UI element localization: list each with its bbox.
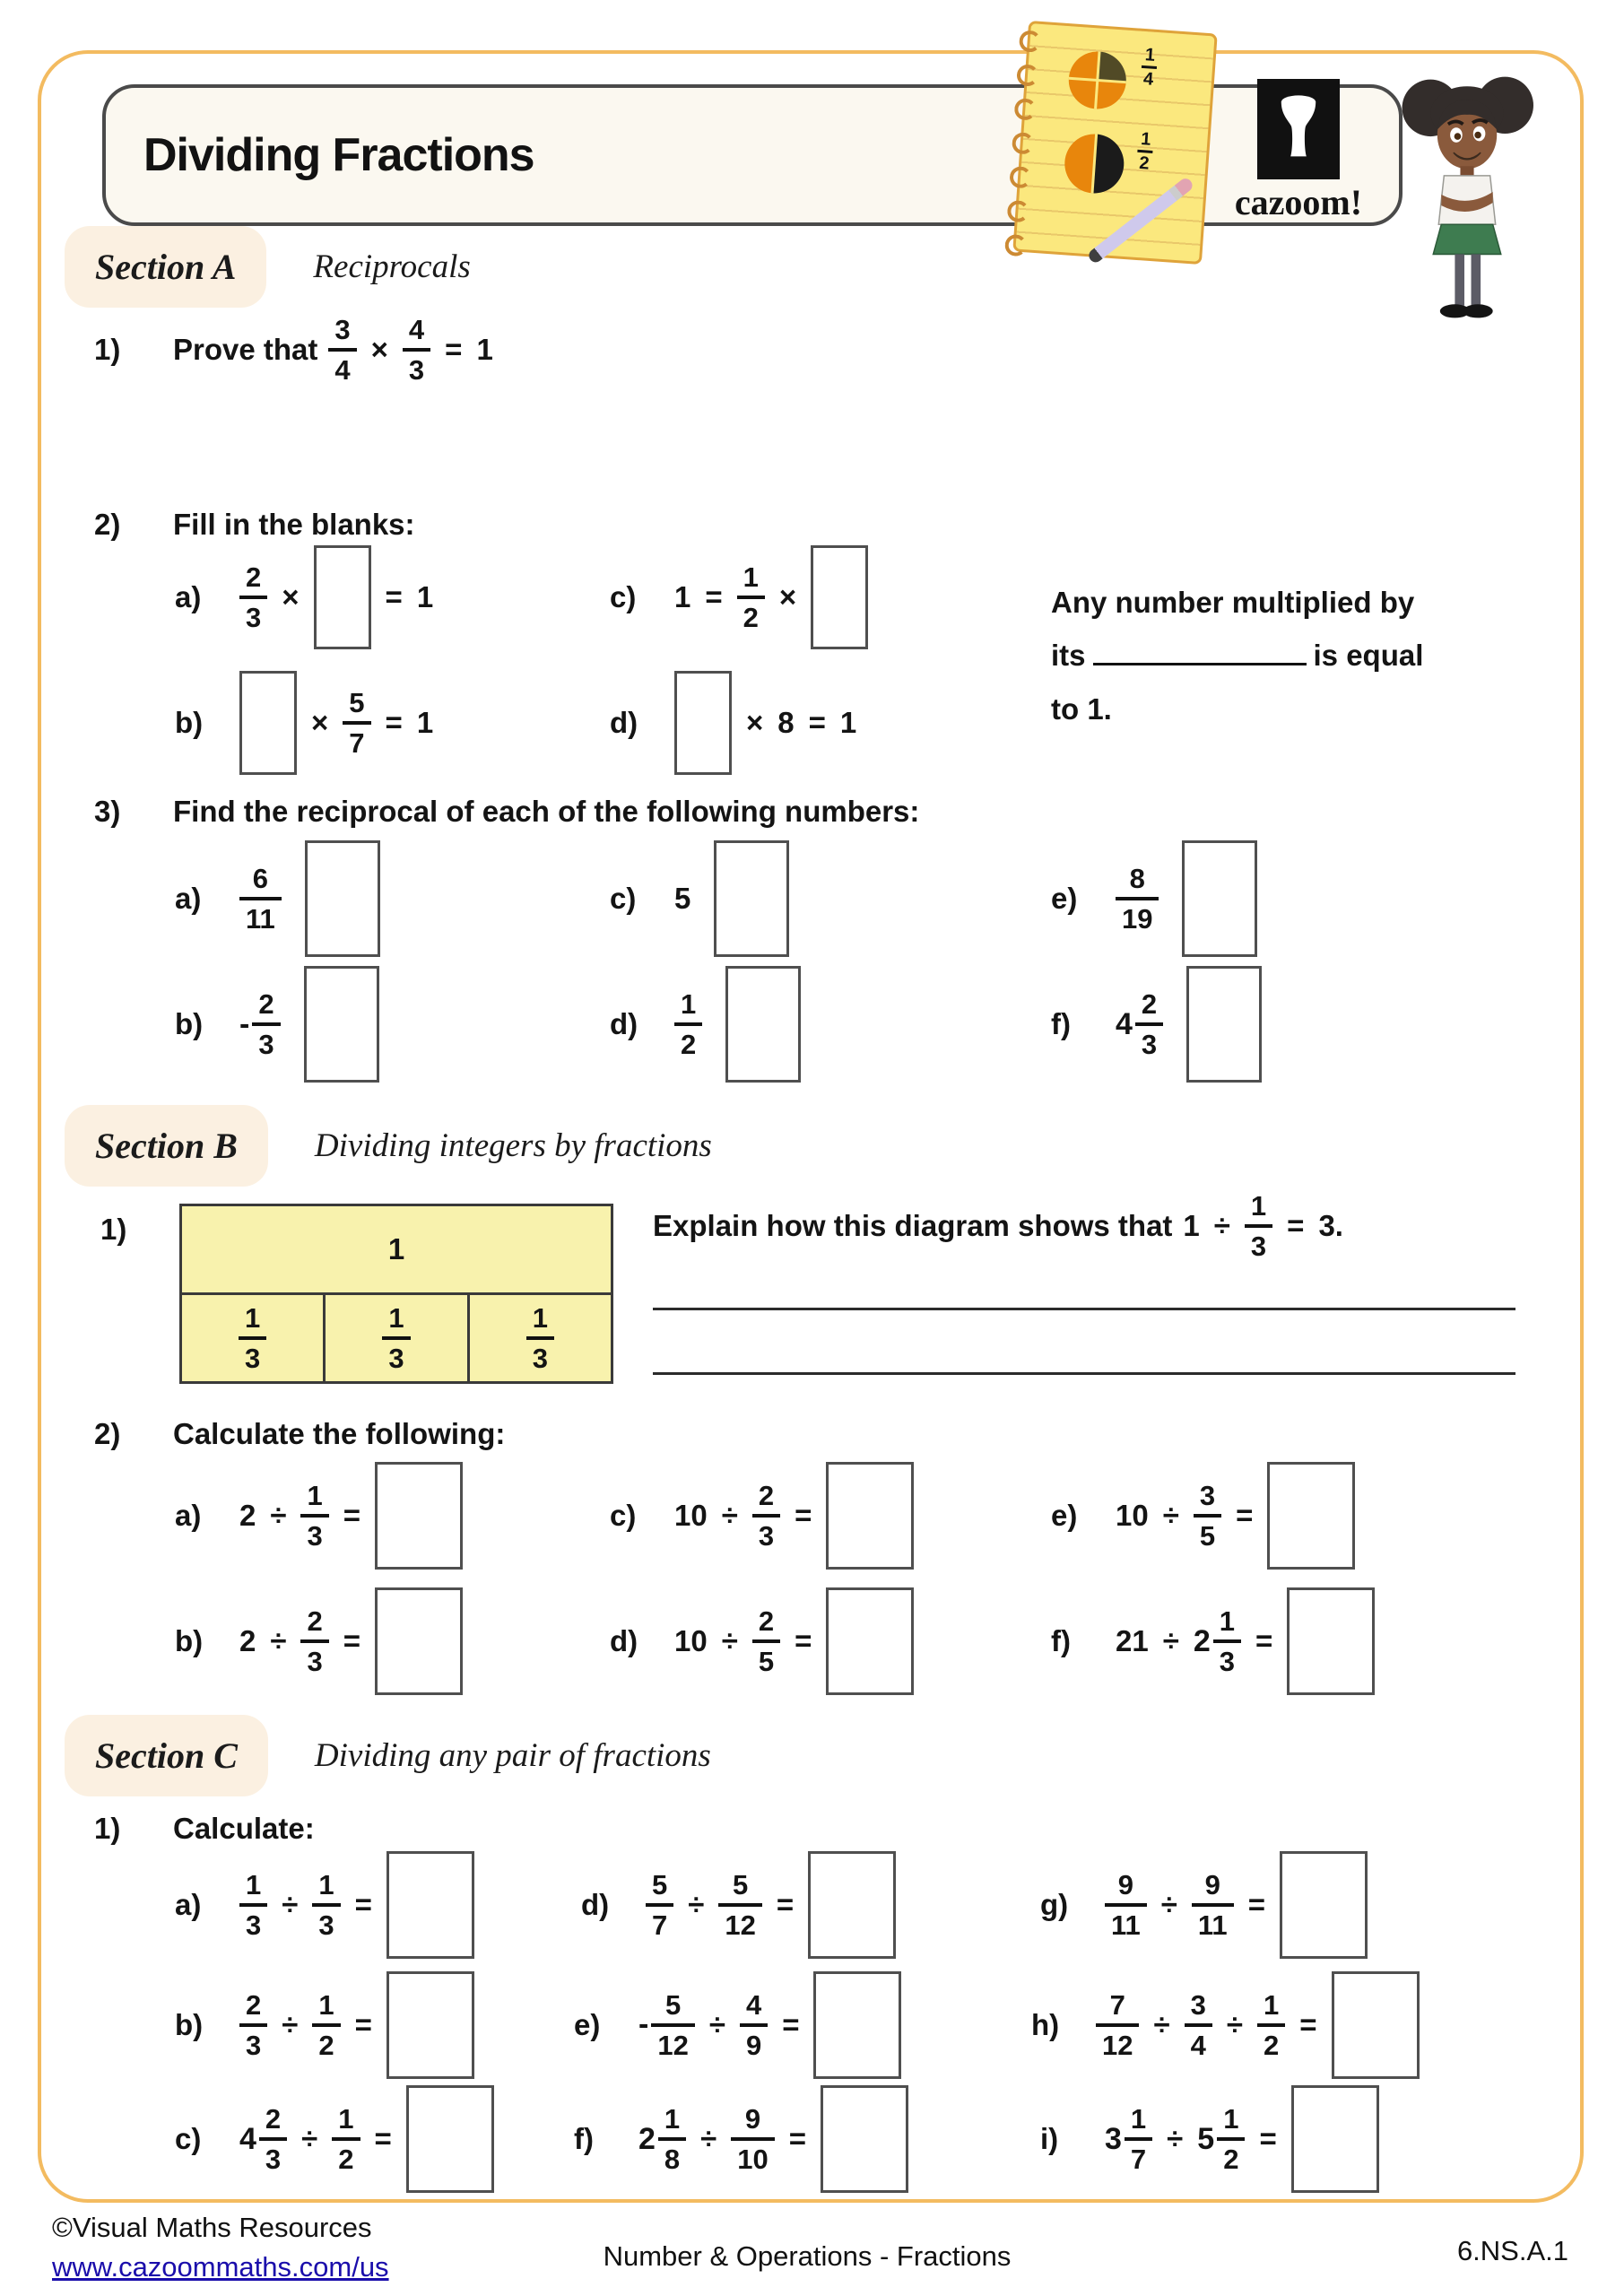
operator: ÷ (688, 1887, 705, 1921)
operator: ÷ (1167, 2122, 1184, 2155)
operator: = (445, 333, 463, 366)
operator: = (788, 2122, 807, 2155)
item-label: h) (1031, 2007, 1060, 2041)
whole-number: 3 (1105, 2121, 1122, 2156)
sectionA-q2-item-c (610, 538, 868, 657)
equation (239, 545, 433, 649)
equation (674, 840, 789, 957)
sectionA-q3-item-a (175, 836, 380, 961)
equation (646, 1851, 896, 1959)
fraction: $\frac{2}{3}$ (752, 1482, 780, 1550)
sectionC-q1-item-h (1031, 1964, 1420, 2085)
sectionB-q2-item-d (610, 1578, 914, 1704)
equation (1116, 1462, 1355, 1570)
operator: = (1247, 1887, 1265, 1921)
answer-box[interactable] (386, 1851, 474, 1959)
sectionB-q1-number (100, 1213, 179, 1247)
item-label: a) (175, 580, 202, 613)
cazoom-logo (1218, 79, 1379, 223)
operator: = (1236, 1499, 1254, 1532)
equation-text: 3. (1318, 1209, 1343, 1242)
fraction: $\frac{1}{3}$ (382, 1304, 410, 1372)
question-number: 1) (100, 1213, 127, 1246)
fraction: - $\frac{2}{3}$ (239, 990, 281, 1058)
operator: ÷ (1160, 1887, 1177, 1921)
operator: ÷ (1153, 2007, 1170, 2041)
sectionB-q2-item-e (1051, 1453, 1355, 1578)
answer-box[interactable] (1182, 840, 1257, 957)
operator: = (808, 705, 826, 739)
answer-box[interactable] (821, 2085, 908, 2193)
operator: = (385, 580, 403, 613)
answer-box[interactable] (304, 966, 379, 1083)
question-number: 2) (94, 508, 121, 541)
equation-text: Explain how this diagram shows that (653, 1209, 1173, 1242)
answer-line[interactable] (653, 1308, 1515, 1310)
equation (1116, 1587, 1375, 1695)
answer-box[interactable] (1332, 1971, 1420, 2079)
item-label: d) (581, 1887, 610, 1921)
whole-number: 4 (1116, 1006, 1133, 1041)
section-b-name: Section B (65, 1105, 268, 1187)
equation (239, 1851, 474, 1959)
website-link[interactable]: www.cazoommaths.com/us (52, 2251, 389, 2283)
diagram-third-cell (467, 1292, 613, 1384)
fraction: $\frac{8}{19}$ (1116, 865, 1159, 933)
operator: ÷ (282, 1887, 299, 1921)
fraction: 5 $\frac{1}{2}$ (1197, 2105, 1245, 2173)
operator: × (311, 705, 329, 739)
sectionA-q3-item-c (610, 836, 789, 961)
sectionA-q2-item-a (175, 538, 433, 657)
fraction: $\frac{1}{3}$ (300, 1482, 328, 1550)
fraction: $\frac{3}{4}$ (1185, 1991, 1212, 2059)
section-c-header (65, 1715, 711, 1796)
equation-text: 21 (1116, 1624, 1149, 1657)
question-title: Calculate the following: (173, 1417, 506, 1450)
fraction: $\frac{1}{3}$ (239, 1304, 266, 1372)
answer-box[interactable] (674, 671, 732, 775)
fraction: $\frac{1}{3}$ (526, 1304, 554, 1372)
equation (1105, 1851, 1368, 1959)
section-b-subtitle: Dividing integers by fractions (314, 1127, 712, 1164)
equation (239, 1462, 463, 1570)
equation-text: 10 (674, 1499, 708, 1532)
fraction: $\frac{1}{2}$ (312, 1991, 340, 2059)
operator: ÷ (1213, 1209, 1230, 1242)
operator: = (776, 1887, 795, 1921)
equation (638, 2085, 908, 2193)
fraction: $\frac{3}{5}$ (1194, 1482, 1221, 1550)
equation-text: its (1051, 639, 1086, 673)
operator: ÷ (721, 1499, 738, 1532)
answer-box[interactable] (386, 1971, 474, 2079)
answer-line[interactable] (653, 1372, 1515, 1375)
fraction: $\frac{2}{3}$ (300, 1607, 328, 1675)
operator: = (343, 1499, 361, 1532)
equation (674, 671, 856, 775)
operator: = (354, 2007, 372, 2041)
section-c-subtitle: Dividing any pair of fractions (314, 1737, 711, 1774)
answer-box[interactable] (813, 1971, 901, 2079)
brand-name: cazoom! (1234, 182, 1363, 222)
equation (239, 966, 379, 1083)
equation (674, 545, 868, 649)
sectionA-q2-item-d (610, 662, 856, 783)
equation-text: Any number multiplied by (1051, 586, 1415, 619)
equation (1116, 840, 1257, 957)
fraction: $\frac{1}{2}$ (1136, 130, 1154, 173)
page-title: Dividing Fractions (143, 129, 534, 181)
answer-box[interactable] (1291, 2085, 1379, 2193)
question-title: Calculate: (173, 1812, 315, 1845)
answer-box[interactable] (305, 840, 380, 957)
equation-text: Prove that (173, 333, 318, 366)
answer-box[interactable] (406, 2085, 494, 2193)
item-label: f) (574, 2122, 594, 2155)
equation-text: 10 (1116, 1499, 1149, 1532)
equation (239, 1971, 474, 2079)
answer-box[interactable] (1280, 1851, 1368, 1959)
fraction: $\frac{4}{9}$ (740, 1991, 768, 2059)
section-c-name: Section C (65, 1715, 268, 1796)
operator: ÷ (270, 1624, 287, 1657)
equation-text: 1 (416, 580, 434, 613)
whole-number: 5 (1197, 2121, 1215, 2156)
equation (239, 1587, 463, 1695)
operator: = (374, 2122, 392, 2155)
operator: = (343, 1624, 361, 1657)
question-title: Find the reciprocal of each of the following numbers: (173, 795, 920, 828)
sectionB-q2-header (94, 1417, 505, 1451)
sectionA-q2-header (94, 508, 415, 542)
fraction: 4 $\frac{2}{3}$ (1116, 990, 1163, 1058)
answer-box[interactable] (811, 545, 868, 649)
sectionB-q2-item-c (610, 1453, 914, 1578)
answer-box[interactable] (714, 840, 789, 957)
operator: = (1259, 2122, 1277, 2155)
operator: ÷ (282, 2007, 299, 2041)
answer-box[interactable] (725, 966, 801, 1083)
item-label: c) (610, 580, 637, 613)
operator: = (1287, 1209, 1305, 1242)
fraction: $\frac{5}{12}$ (718, 1871, 761, 1939)
answer-box[interactable] (239, 671, 297, 775)
item-label: f) (1051, 1624, 1071, 1657)
explain-prompt (653, 1192, 1343, 1260)
drum-icon (1257, 79, 1340, 179)
whole-number: 2 (638, 2121, 656, 2156)
equation-text: 1 (476, 333, 493, 366)
equation (674, 1462, 914, 1570)
answer-box[interactable] (314, 545, 371, 649)
item-label: g) (1040, 1887, 1069, 1921)
operator: = (705, 580, 723, 613)
sectionA-q3-item-b (175, 961, 379, 1087)
sectionC-q1-item-e (574, 1964, 901, 2085)
equation-text: 10 (674, 1624, 708, 1657)
reciprocal-note (1051, 576, 1490, 735)
item-label: c) (610, 1499, 637, 1532)
equation (173, 316, 493, 384)
fraction: $\frac{9}{11}$ (1105, 1871, 1147, 1939)
equation (239, 840, 380, 957)
operator: ÷ (721, 1624, 738, 1657)
diagram-third-cell (179, 1292, 326, 1384)
fraction: $\frac{9}{11}$ (1192, 1871, 1234, 1939)
equation-text: is equal (1313, 639, 1424, 673)
operator: ÷ (700, 2122, 717, 2155)
sectionA-q3-item-f (1051, 961, 1262, 1087)
sectionA-q2-item-b (175, 662, 433, 783)
section-a-subtitle: Reciprocals (313, 248, 471, 285)
operator: = (1255, 1624, 1273, 1657)
operator: × (370, 333, 388, 366)
fraction: $\frac{3}{4}$ (328, 316, 356, 384)
sectionA-q3-header (94, 795, 919, 829)
item-label: a) (175, 882, 202, 915)
notepad-icon (1012, 21, 1217, 265)
footer-topic: Number & Operations - Fractions (603, 2240, 1012, 2272)
fraction: $\frac{1}{3}$ (239, 1871, 267, 1939)
item-label: f) (1051, 1007, 1071, 1040)
answer-box[interactable] (1267, 1462, 1355, 1570)
equation-text: to 1. (1051, 691, 1112, 726)
fraction: $\frac{2}{5}$ (752, 1607, 780, 1675)
equation (1096, 1971, 1420, 2079)
item-label: d) (610, 705, 638, 739)
operator: = (354, 1887, 372, 1921)
item-label: e) (1051, 1499, 1078, 1532)
fraction-pie-half-icon (1063, 132, 1125, 195)
equation-text: 1 (416, 705, 434, 739)
answer-box[interactable] (375, 1587, 463, 1695)
operator: ÷ (1226, 2007, 1243, 2041)
sectionB-q2-item-a (175, 1453, 463, 1578)
operator: ÷ (1162, 1499, 1179, 1532)
sectionC-q1-item-b (175, 1964, 474, 2085)
equation-text: 8 (777, 705, 795, 739)
diagram-third-cell (323, 1292, 469, 1384)
item-label: c) (610, 882, 637, 915)
equation-text: 2 (239, 1499, 256, 1532)
operator: = (795, 1499, 812, 1532)
operator: × (282, 580, 300, 613)
whole-number: 4 (239, 2121, 256, 2156)
equation-text: 1 (1183, 1209, 1200, 1242)
fraction: $\frac{2}{3}$ (239, 1991, 267, 2059)
sectionC-q1-header (94, 1812, 315, 1846)
equation (239, 671, 433, 775)
fraction: 2 $\frac{1}{3}$ (1194, 1607, 1241, 1675)
sectionB-q1-prompt (653, 1177, 1343, 1275)
equation-text: 1 (839, 705, 857, 739)
answer-box[interactable] (826, 1587, 914, 1695)
sectionC-q1-item-a (175, 1844, 474, 1965)
section-b-header (65, 1105, 712, 1187)
equation (674, 1587, 914, 1695)
sectionC-q1-item-d (581, 1844, 896, 1965)
fraction: - $\frac{5}{12}$ (638, 1991, 695, 2059)
diagram-thirds-row (179, 1292, 613, 1384)
answer-box[interactable] (375, 1462, 463, 1570)
item-label: i) (1040, 2122, 1059, 2155)
diagram-whole-cell: 1 (179, 1204, 613, 1295)
sectionC-q1-item-c (175, 2081, 494, 2197)
question-title: Fill in the blanks: (173, 508, 415, 541)
operator: ÷ (708, 2007, 725, 2041)
blank-line[interactable] (1093, 634, 1307, 665)
item-label: b) (175, 2007, 204, 2041)
sectionC-q1-item-g (1040, 1844, 1368, 1965)
sectionB-q2-item-b (175, 1578, 463, 1704)
half-fraction-label (1136, 130, 1154, 173)
operator: = (795, 1624, 812, 1657)
question-number: 1) (94, 333, 121, 366)
answer-box[interactable] (1186, 966, 1262, 1083)
fraction: $\frac{2}{3}$ (239, 563, 267, 631)
operator: ÷ (301, 2122, 318, 2155)
item-label: a) (175, 1887, 202, 1921)
fraction: $\frac{1}{2}$ (1257, 1991, 1285, 2059)
fraction: $\frac{1}{2}$ (332, 2105, 360, 2173)
fraction: $\frac{4}{3}$ (403, 316, 430, 384)
fraction: $\frac{9}{10}$ (731, 2105, 774, 2173)
item-label: d) (610, 1007, 638, 1040)
answer-box[interactable] (808, 1851, 896, 1959)
sectionC-q1-item-f (574, 2081, 908, 2197)
equation (674, 966, 801, 1083)
fraction: $\frac{1}{3}$ (1245, 1192, 1272, 1260)
sectionC-q1-item-i (1040, 2081, 1379, 2197)
fraction: $\frac{1}{4}$ (1140, 46, 1158, 89)
answer-box[interactable] (826, 1462, 914, 1570)
whole-number: 2 (1193, 1623, 1211, 1658)
sectionA-q3-item-d (610, 961, 801, 1087)
sectionA-q3-item-e (1051, 836, 1257, 961)
item-label: e) (1051, 882, 1078, 915)
question-number: 2) (94, 1417, 121, 1450)
item-label: b) (175, 1624, 204, 1657)
quarter-fraction-label (1140, 46, 1158, 89)
fraction: 3 $\frac{1}{7}$ (1105, 2105, 1152, 2173)
operator: × (746, 705, 764, 739)
answer-box[interactable] (1287, 1587, 1375, 1695)
fraction: $\frac{1}{2}$ (737, 563, 765, 631)
fraction: $\frac{6}{11}$ (239, 865, 282, 933)
copyright-text: ©Visual Maths Resources (52, 2212, 372, 2243)
equation (638, 1971, 901, 2079)
fraction: 4 $\frac{2}{3}$ (239, 2105, 287, 2173)
item-label: d) (610, 1624, 638, 1657)
operator: = (385, 705, 403, 739)
section-a-name: Section A (65, 226, 266, 308)
fraction: 2 $\frac{1}{8}$ (638, 2105, 686, 2173)
operator: = (782, 2007, 800, 2041)
equation-text: 2 (239, 1624, 256, 1657)
fraction: $\frac{5}{7}$ (646, 1871, 673, 1939)
equation (1105, 2085, 1379, 2193)
question-number: 3) (94, 795, 121, 828)
fraction: $\frac{5}{7}$ (343, 689, 370, 757)
footer-left (52, 2212, 389, 2283)
student-character-illustration (1392, 59, 1542, 330)
operator: ÷ (1162, 1624, 1179, 1657)
fraction-pie-quarter-icon (1067, 49, 1128, 110)
equation-text: 1 (674, 580, 691, 613)
item-label: c) (175, 2122, 202, 2155)
fraction: $\frac{1}{3}$ (312, 1871, 340, 1939)
item-label: b) (175, 705, 204, 739)
item-label: a) (175, 1499, 202, 1532)
operator: = (1299, 2007, 1317, 2041)
fraction: $\frac{1}{2}$ (674, 990, 702, 1058)
item-label: e) (574, 2007, 601, 2041)
item-label: b) (175, 1007, 204, 1040)
equation (1116, 966, 1262, 1083)
standard-code: 6.NS.A.1 (1456, 2235, 1568, 2266)
equation-text: 5 (674, 882, 691, 915)
fraction-bar-diagram (179, 1204, 613, 1384)
equation (239, 2085, 494, 2193)
fraction: $\frac{7}{12}$ (1096, 1991, 1139, 2059)
sectionA-q1 (94, 296, 493, 404)
operator: × (778, 580, 797, 613)
sectionB-q2-item-f (1051, 1578, 1375, 1704)
question-number: 1) (94, 1812, 121, 1845)
operator: ÷ (270, 1499, 287, 1532)
